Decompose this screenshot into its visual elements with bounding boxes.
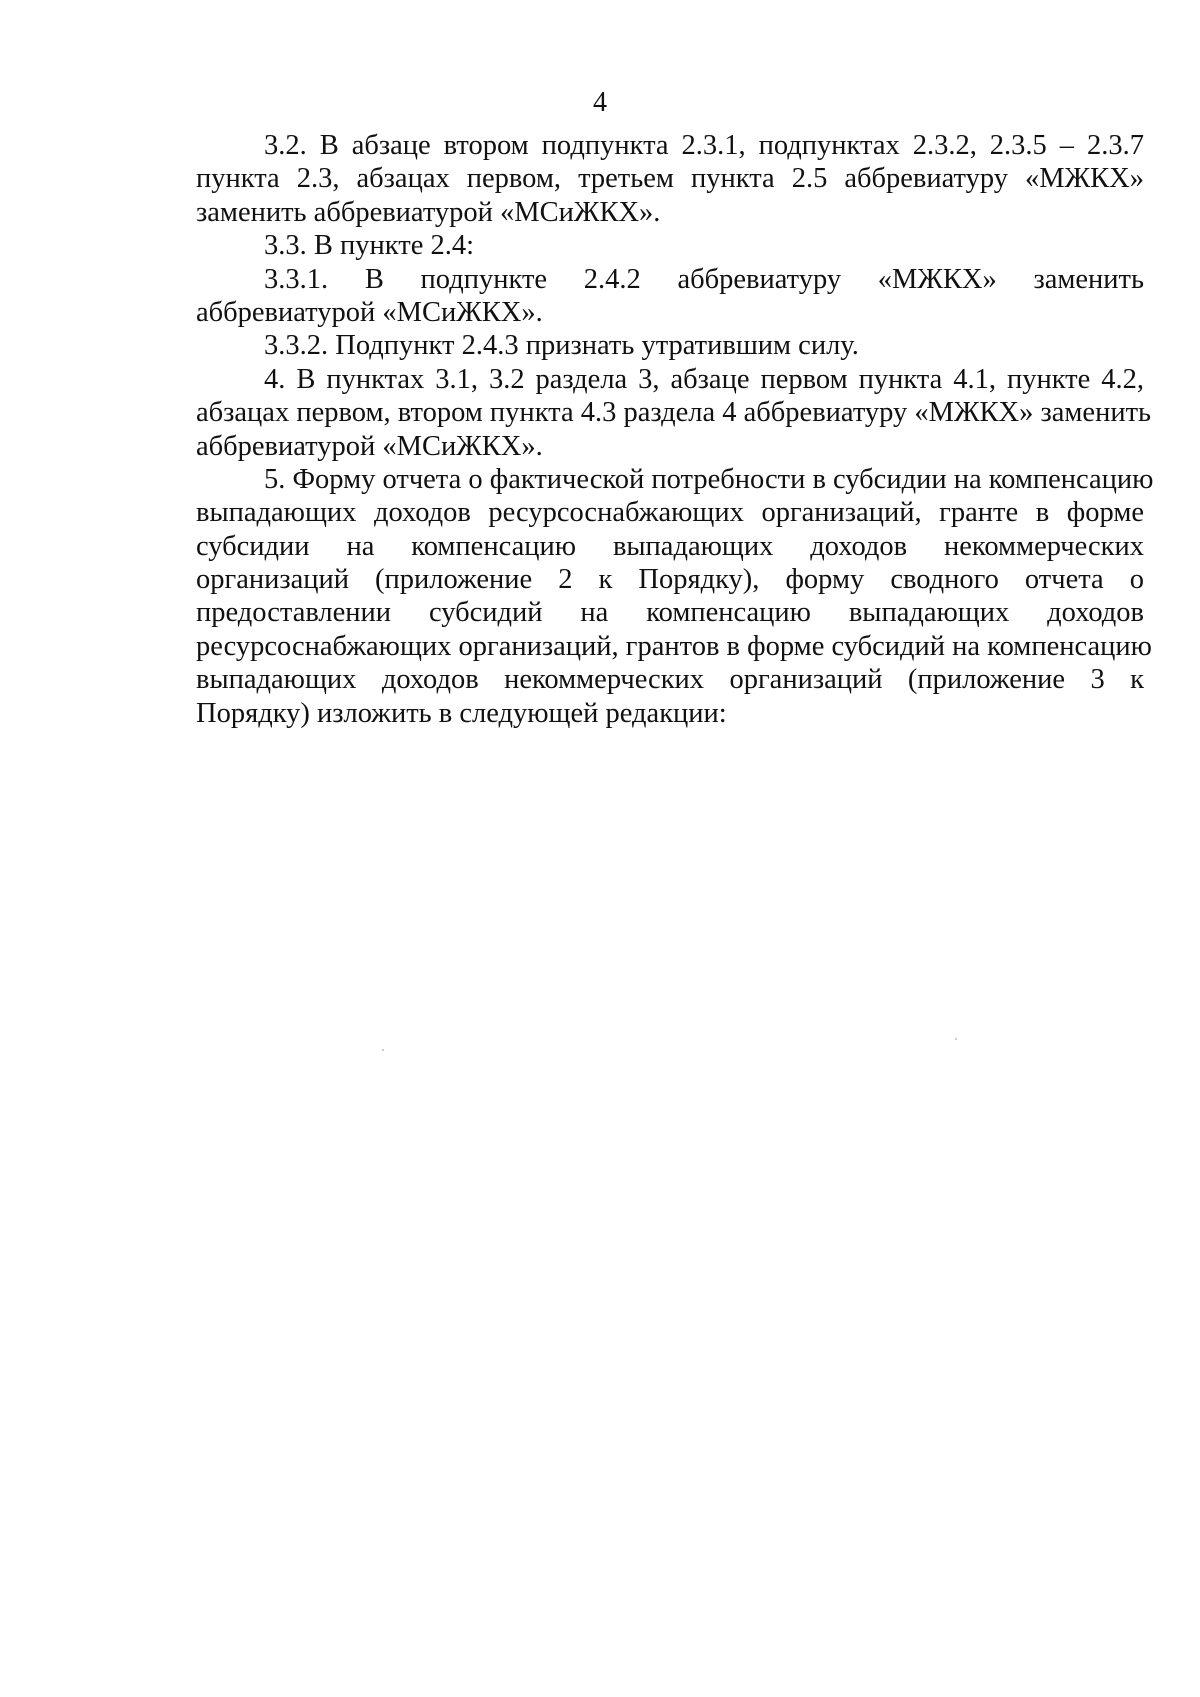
paragraph-line: 5. Форму отчета о фактической потребности в субсидии на компенсацию (264, 463, 1154, 495)
scan-artifact (382, 1049, 384, 1051)
document-body (196, 129, 1154, 730)
paragraph-line: заменить аббревиатурой «МСиЖКХ». (196, 196, 661, 228)
paragraph-line: Порядку) изложить в следующей редакции: (196, 697, 727, 729)
paragraph-line: 3.3.2. Подпункт 2.4.3 признать утратившим силу. (264, 330, 859, 362)
page-number: 4 (593, 87, 607, 118)
paragraph-line: абзацах первом, втором пункта 4.3 раздела 4 аббревиатуру «МЖКХ» заменить (196, 397, 1152, 429)
paragraph-line: выпадающих доходов ресурсоснабжающих организаций, гранте в форме (196, 497, 1144, 529)
paragraph-line: предоставлении субсидий на компенсацию выпадающих доходов (196, 597, 1144, 629)
paragraph-4 (196, 363, 1152, 463)
paragraph-line: организаций (приложение 2 к Порядку), форму сводного отчета о (196, 564, 1144, 596)
paragraph-line: субсидии на компенсацию выпадающих доходов некоммерческих (196, 530, 1144, 562)
paragraph-line: 3.2. В абзаце втором подпункта 2.3.1, подпунктах 2.3.2, 2.3.5 – 2.3.7 (264, 130, 1144, 161)
paragraph-line: 3.3. В пункте 2.4: (264, 230, 475, 262)
paragraph-line: аббревиатурой «МСиЖКХ». (196, 430, 543, 462)
scan-artifact (955, 1038, 957, 1040)
paragraph-3-3 (196, 229, 1144, 262)
paragraph-line: ресурсоснабжающих организаций, грантов в форме субсидий на компенсацию (196, 630, 1152, 662)
paragraph-line: аббревиатурой «МСиЖКХ». (196, 296, 543, 328)
paragraph-3-3-2 (196, 329, 1144, 362)
paragraph-3-3-1 (196, 263, 1144, 330)
paragraph-line: выпадающих доходов некоммерческих организаций (приложение 3 к (196, 664, 1144, 696)
paragraph-line: пункта 2.3, абзацах первом, третьем пункта 2.5 аббревиатуру «МЖКХ» (196, 163, 1144, 195)
paragraph-line: 4. В пунктах 3.1, 3.2 раздела 3, абзаце первом пункта 4.1, пункте 4.2, (264, 363, 1144, 395)
paragraph-3-2 (196, 129, 1144, 229)
paragraph-line: 3.3.1. В подпункте 2.4.2 аббревиатуру «МЖКХ» заменить (264, 263, 1144, 295)
paragraph-5 (196, 463, 1154, 730)
